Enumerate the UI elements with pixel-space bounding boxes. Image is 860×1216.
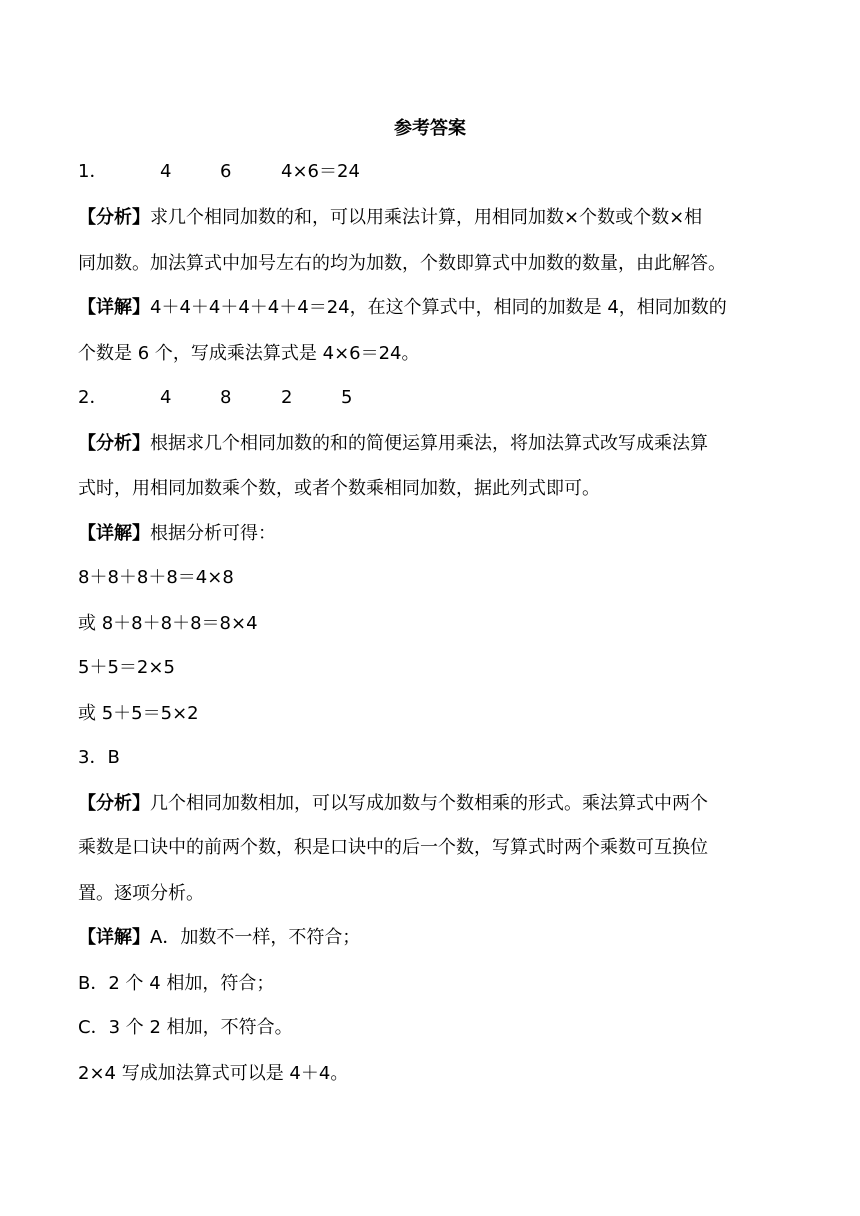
q2-answer-2: 8 <box>220 387 232 408</box>
q1-detail-text-1: 4＋4＋4＋4＋4＋4＝24，在这个算式中，相同的加数是 4，相同加数的 <box>150 297 727 318</box>
q2-detail-line-5: 或 5＋5＝5×2 <box>78 703 199 724</box>
q2-analysis-line-2: 式时，用相同加数乘个数，或者个数乘相同加数，据此列式即可。 <box>78 478 600 499</box>
q1-detail-tag: 【详解】 <box>78 297 150 318</box>
q1-answer-1: 4 <box>160 161 172 182</box>
q2-detail-line-1 <box>78 520 788 548</box>
q1-answer-3: 4×6＝24 <box>281 161 360 182</box>
q3-detail-line-3: C．3 个 2 相加，不符合。 <box>78 1017 293 1038</box>
q1-analysis-text-1: 求几个相同加数的和，可以用乘法计算，用相同加数×个数或个数×相 <box>150 207 703 228</box>
q1-detail-line-1 <box>78 294 788 322</box>
q3-detail-tag: 【详解】 <box>78 927 150 948</box>
q1-analysis-tag: 【分析】 <box>78 207 150 228</box>
q2-detail-line-4: 5＋5＝2×5 <box>78 657 175 678</box>
q3-analysis-line-2: 乘数是口诀中的前两个数，积是口诀中的后一个数，写算式时两个乘数可互换位 <box>78 837 708 858</box>
q2-answer-3: 2 <box>281 387 293 408</box>
q1-analysis-line-2: 同加数。加法算式中加号左右的均为加数，个数即算式中加数的数量，由此解答。 <box>78 253 726 274</box>
q3-detail-line-2: B．2 个 4 相加，符合； <box>78 973 275 994</box>
q3-detail-line-1 <box>78 924 788 952</box>
q2-analysis-line-1 <box>78 430 788 458</box>
q1-analysis-line-1 <box>78 204 788 232</box>
page-title: 参考答案 <box>394 118 466 139</box>
q3-analysis-text-1: 几个相同加数相加，可以写成加数与个数相乘的形式。乘法算式中两个 <box>150 793 708 814</box>
q3-detail-line-4: 2×4 写成加法算式可以是 4＋4。 <box>78 1063 349 1084</box>
q3-analysis-tag: 【分析】 <box>78 793 150 814</box>
q2-answer-4: 5 <box>341 387 353 408</box>
q3-analysis-line-1 <box>78 790 788 818</box>
q2-detail-line-3: 或 8＋8＋8＋8＝8×4 <box>78 613 258 634</box>
q2-number: 2． <box>78 387 108 408</box>
q2-detail-text-1: 根据分析可得： <box>150 523 276 544</box>
q3-analysis-line-3: 置。逐项分析。 <box>78 883 204 904</box>
q3-number-answer: 3．B <box>78 747 120 768</box>
q1-answer-2: 6 <box>220 161 232 182</box>
q2-detail-line-2: 8＋8＋8＋8＝4×8 <box>78 567 234 588</box>
q2-analysis-text-1: 根据求几个相同加数的和的简便运算用乘法，将加法算式改写成乘法算 <box>150 433 708 454</box>
q2-analysis-tag: 【分析】 <box>78 433 150 454</box>
q2-answer-1: 4 <box>160 387 172 408</box>
q2-detail-tag: 【详解】 <box>78 523 150 544</box>
q1-number: 1． <box>78 161 108 182</box>
q1-detail-line-2: 个数是 6 个，写成乘法算式是 4×6＝24。 <box>78 343 420 364</box>
q3-detail-text-1: A．加数不一样，不符合； <box>150 927 361 948</box>
